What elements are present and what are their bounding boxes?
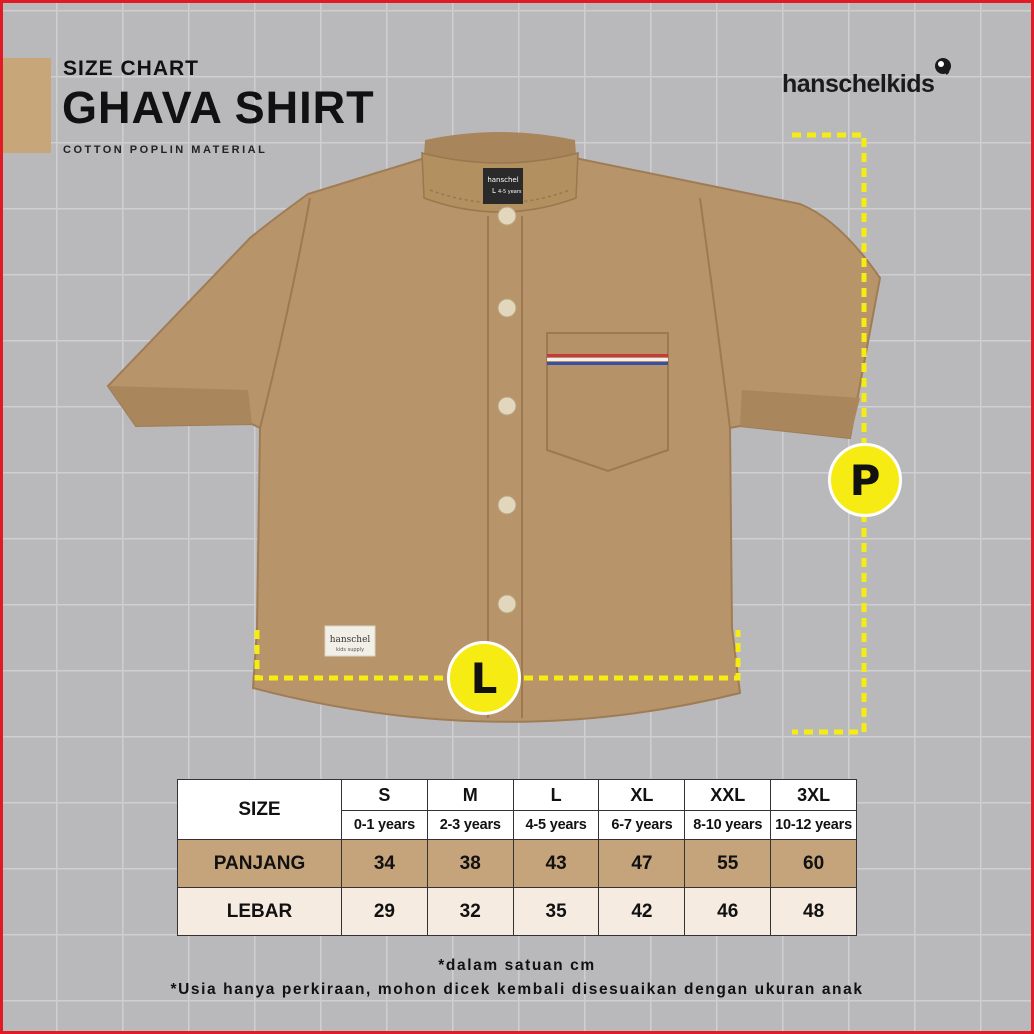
size-code: XXL <box>685 780 771 811</box>
size-code: 3XL <box>771 780 857 811</box>
table-cell: 29 <box>342 888 428 936</box>
table-cell: 46 <box>685 888 771 936</box>
subtitle: SIZE CHART <box>63 57 199 80</box>
size-code: XL <box>599 780 685 811</box>
age-disclaimer-note: *Usia hanya perkiraan, mohon dicek kembali disesuaikan dengan ukuran anak <box>170 981 864 998</box>
brand-logo-text: hanschelkids <box>782 70 935 98</box>
size-age: 0-1 years <box>342 811 428 840</box>
width-marker-badge: L <box>447 641 521 715</box>
table-cell: 55 <box>685 840 771 888</box>
length-marker-badge: P <box>828 443 902 517</box>
table-cell: 32 <box>427 888 513 936</box>
row-label: LEBAR <box>178 888 342 936</box>
table-cell: 47 <box>599 840 685 888</box>
product-title: GHAVA SHIRT <box>62 82 375 133</box>
table-cell: 38 <box>427 840 513 888</box>
neck-tag-age: 4-5 years <box>498 189 522 195</box>
size-age: 10-12 years <box>771 811 857 840</box>
table-cell: 60 <box>771 840 857 888</box>
size-header-label: SIZE <box>178 780 342 840</box>
size-code: M <box>427 780 513 811</box>
neck-tag-size: L <box>492 187 496 195</box>
size-code: S <box>342 780 428 811</box>
size-age: 8-10 years <box>685 811 771 840</box>
table-cell: 48 <box>771 888 857 936</box>
hem-tag-brand: hanschel <box>329 635 371 645</box>
hem-tag-sub: kids supply <box>335 647 365 653</box>
unit-note: *dalam satuan cm <box>438 957 596 974</box>
row-label: PANJANG <box>178 840 342 888</box>
table-row-panjang <box>178 840 857 888</box>
table-row-lebar <box>178 888 857 936</box>
table-cell: 43 <box>513 840 599 888</box>
size-code: L <box>513 780 599 811</box>
size-table <box>177 779 857 936</box>
material-label: COTTON POPLIN MATERIAL <box>63 144 268 156</box>
size-age: 6-7 years <box>599 811 685 840</box>
table-cell: 42 <box>599 888 685 936</box>
accent-block <box>3 58 51 153</box>
table-cell: 35 <box>513 888 599 936</box>
elephant-icon <box>932 56 954 76</box>
table-cell: 34 <box>342 840 428 888</box>
length-dashed-bracket <box>790 132 870 738</box>
size-age: 4-5 years <box>513 811 599 840</box>
size-age: 2-3 years <box>427 811 513 840</box>
neck-tag-brand: hanschel <box>487 176 519 184</box>
